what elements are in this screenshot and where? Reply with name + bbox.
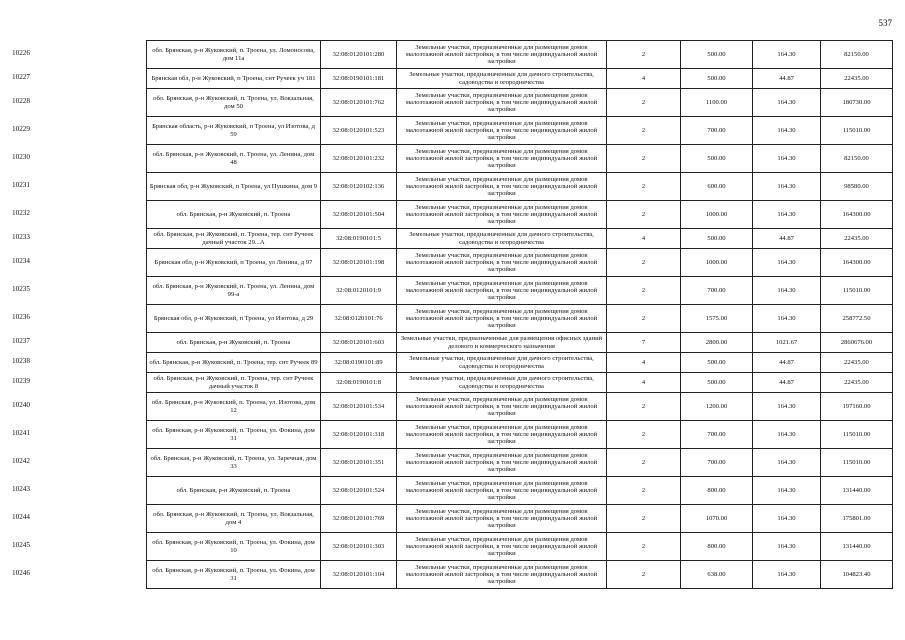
rate-cell: 164.30 bbox=[753, 249, 821, 277]
cadastral-number-cell: 32:08:0120101:318 bbox=[321, 421, 397, 449]
address-cell: обл. Брянская, р-н Жуковский, п. Троена, ул. Изотова, дом 12 bbox=[147, 393, 321, 421]
cadastral-number-cell: 32:08:0120101:534 bbox=[321, 393, 397, 421]
table-row bbox=[147, 201, 893, 229]
rate-cell: 164.30 bbox=[753, 277, 821, 305]
table-row bbox=[147, 305, 893, 333]
row-id: 10240 bbox=[12, 401, 30, 409]
area-cell: 700.00 bbox=[681, 449, 753, 477]
rate-cell: 164.30 bbox=[753, 201, 821, 229]
land-use-cell: Земельные участки, предназначенные для размещения домов малоэтажной жилой застройки, в том числе индивидуальной жилой застройки bbox=[397, 277, 607, 305]
area-cell: 1000.00 bbox=[681, 249, 753, 277]
row-id: 10246 bbox=[12, 569, 30, 577]
cadastral-number-cell: 32:08:0120101:762 bbox=[321, 89, 397, 117]
table-row bbox=[147, 229, 893, 249]
row-id: 10235 bbox=[12, 285, 30, 293]
group-cell: 2 bbox=[607, 533, 681, 561]
cadastral-value-cell: 22435.00 bbox=[821, 373, 893, 393]
cadastral-value-cell: 104823.40 bbox=[821, 561, 893, 589]
row-id: 10244 bbox=[12, 513, 30, 521]
group-cell: 2 bbox=[607, 117, 681, 145]
cadastral-value-cell: 131440.00 bbox=[821, 477, 893, 505]
cadastral-value-cell: 197160.00 bbox=[821, 393, 893, 421]
table-row bbox=[147, 277, 893, 305]
row-id: 10226 bbox=[12, 49, 30, 57]
address-cell: Брянская обл, р-н Жуковский, п Троена, снт Ручеек уч 181 bbox=[147, 69, 321, 89]
row-id: 10232 bbox=[12, 209, 30, 217]
group-cell: 2 bbox=[607, 449, 681, 477]
group-cell: 7 bbox=[607, 333, 681, 353]
table-row bbox=[147, 89, 893, 117]
group-cell: 2 bbox=[607, 421, 681, 449]
land-use-cell: Земельные участки, предназначенные для дачного строительства, садоводства и огородничества bbox=[397, 69, 607, 89]
address-cell: обл. Брянская, р-н Жуковский, п. Троена, тер. снт Ручеек дачный участок 8 bbox=[147, 373, 321, 393]
cadastral-value-cell: 115010.00 bbox=[821, 277, 893, 305]
rate-cell: 164.30 bbox=[753, 393, 821, 421]
table-row bbox=[147, 477, 893, 505]
address-cell: обл. Брянская, р-н Жуковский, п. Троена bbox=[147, 201, 321, 229]
table-row bbox=[147, 393, 893, 421]
cadastral-number-cell: 32:08:0120101:303 bbox=[321, 533, 397, 561]
table-row bbox=[147, 117, 893, 145]
rate-cell: 164.30 bbox=[753, 477, 821, 505]
group-cell: 4 bbox=[607, 229, 681, 249]
group-cell: 2 bbox=[607, 477, 681, 505]
address-cell: обл. Брянская, р-н Жуковский, п. Троена bbox=[147, 477, 321, 505]
land-use-cell: Земельные участки, предназначенные для размещения домов малоэтажной жилой застройки, в том числе индивидуальной жилой застройки bbox=[397, 201, 607, 229]
row-id: 10234 bbox=[12, 257, 30, 265]
address-cell: обл. Брянская, р-н Жуковский, п. Троена, тер. снт Ручеек 89 bbox=[147, 353, 321, 373]
land-use-cell: Земельные участки, предназначенные для размещения офисных зданий делового и коммерческого назначения bbox=[397, 333, 607, 353]
address-cell: обл. Брянская, р-н Жуковский, п. Троена, ул. Заречная, дом 33 bbox=[147, 449, 321, 477]
row-id: 10241 bbox=[12, 429, 30, 437]
table-row bbox=[147, 353, 893, 373]
cadastral-number-cell: 32:08:0120101:104 bbox=[321, 561, 397, 589]
table-row bbox=[147, 373, 893, 393]
address-cell: обл. Брянская, р-н Жуковский, п. Троена bbox=[147, 333, 321, 353]
rate-cell: 44.87 bbox=[753, 353, 821, 373]
group-cell: 2 bbox=[607, 201, 681, 229]
rate-cell: 164.30 bbox=[753, 305, 821, 333]
cadastral-value-cell: 164300.00 bbox=[821, 249, 893, 277]
cadastral-number-cell: 32:08:0120101:280 bbox=[321, 41, 397, 69]
row-id: 10227 bbox=[12, 73, 30, 81]
cadastral-value-cell: 22435.00 bbox=[821, 353, 893, 373]
page-number: 537 bbox=[878, 18, 892, 28]
cadastral-value-cell: 82150.00 bbox=[821, 145, 893, 173]
rate-cell: 164.30 bbox=[753, 561, 821, 589]
cadastral-number-cell: 32:08:0120101:523 bbox=[321, 117, 397, 145]
cadastral-value-cell: 2860676.00 bbox=[821, 333, 893, 353]
table-row bbox=[147, 561, 893, 589]
area-cell: 1100.00 bbox=[681, 89, 753, 117]
area-cell: 1200.00 bbox=[681, 393, 753, 421]
land-use-cell: Земельные участки, предназначенные для дачного строительства, садоводства и огородничества bbox=[397, 373, 607, 393]
area-cell: 800.00 bbox=[681, 533, 753, 561]
group-cell: 2 bbox=[607, 41, 681, 69]
area-cell: 500.00 bbox=[681, 41, 753, 69]
cadastral-value-cell: 22435.00 bbox=[821, 69, 893, 89]
row-id: 10242 bbox=[12, 457, 30, 465]
table-row bbox=[147, 333, 893, 353]
row-id: 10237 bbox=[12, 337, 30, 345]
address-cell: Брянская обл, р-н Жуковский, п Троена, ул Пушкина, дом 9 bbox=[147, 173, 321, 201]
cadastral-number-cell: 32:08:0190101:89 bbox=[321, 353, 397, 373]
address-cell: обл. Брянская, р-н Жуковский, п. Троена, тер. снт Ручеек дачный участок 29...А bbox=[147, 229, 321, 249]
address-cell: обл. Брянская, р-н Жуковский, п. Троена, ул. Вокзальная, дом 50 bbox=[147, 89, 321, 117]
cadastral-number-cell: 32:08:0120101:603 bbox=[321, 333, 397, 353]
group-cell: 2 bbox=[607, 173, 681, 201]
row-id: 10236 bbox=[12, 313, 30, 321]
cadastral-number-cell: 32:08:0120101:504 bbox=[321, 201, 397, 229]
land-use-cell: Земельные участки, предназначенные для размещения домов малоэтажной жилой застройки, в том числе индивидуальной жилой застройки bbox=[397, 421, 607, 449]
group-cell: 4 bbox=[607, 353, 681, 373]
registry-table bbox=[146, 40, 893, 589]
area-cell: 700.00 bbox=[681, 277, 753, 305]
table-row bbox=[147, 505, 893, 533]
land-use-cell: Земельные участки, предназначенные для размещения домов малоэтажной жилой застройки, в том числе индивидуальной жилой застройки bbox=[397, 173, 607, 201]
area-cell: 1000.00 bbox=[681, 201, 753, 229]
cadastral-value-cell: 180730.00 bbox=[821, 89, 893, 117]
cadastral-number-cell: 32:08:0190101:5 bbox=[321, 229, 397, 249]
land-use-cell: Земельные участки, предназначенные для размещения домов малоэтажной жилой застройки, в том числе индивидуальной жилой застройки bbox=[397, 505, 607, 533]
cadastral-value-cell: 164300.00 bbox=[821, 201, 893, 229]
land-use-cell: Земельные участки, предназначенные для размещения домов малоэтажной жилой застройки, в том числе индивидуальной жилой застройки bbox=[397, 305, 607, 333]
group-cell: 2 bbox=[607, 89, 681, 117]
cadastral-value-cell: 115010.00 bbox=[821, 449, 893, 477]
cadastral-value-cell: 258772.50 bbox=[821, 305, 893, 333]
cadastral-value-cell: 115010.00 bbox=[821, 117, 893, 145]
cadastral-number-cell: 32:08:0120101:76 bbox=[321, 305, 397, 333]
rate-cell: 164.30 bbox=[753, 449, 821, 477]
cadastral-value-cell: 175801.00 bbox=[821, 505, 893, 533]
land-use-cell: Земельные участки, предназначенные для дачного строительства, садоводства и огородничества bbox=[397, 353, 607, 373]
area-cell: 2800.00 bbox=[681, 333, 753, 353]
table-row bbox=[147, 69, 893, 89]
land-use-cell: Земельные участки, предназначенные для размещения домов малоэтажной жилой застройки, в том числе индивидуальной жилой застройки bbox=[397, 393, 607, 421]
rate-cell: 164.30 bbox=[753, 173, 821, 201]
cadastral-number-cell: 32:08:0120102:136 bbox=[321, 173, 397, 201]
land-use-cell: Земельные участки, предназначенные для размещения домов малоэтажной жилой застройки, в том числе индивидуальной жилой застройки bbox=[397, 89, 607, 117]
address-cell: обл. Брянская, р-н Жуковский, п. Троена, ул. Фокина, дом 10 bbox=[147, 533, 321, 561]
area-cell: 638.00 bbox=[681, 561, 753, 589]
row-id: 10239 bbox=[12, 377, 30, 385]
table-row bbox=[147, 533, 893, 561]
cadastral-number-cell: 32:08:0120101:232 bbox=[321, 145, 397, 173]
area-cell: 500.00 bbox=[681, 69, 753, 89]
rate-cell: 164.30 bbox=[753, 41, 821, 69]
address-cell: Брянская область, р-н Жуковский, п Троена, ул Изотова, д 59 bbox=[147, 117, 321, 145]
table-row bbox=[147, 449, 893, 477]
land-use-cell: Земельные участки, предназначенные для размещения домов малоэтажной жилой застройки, в том числе индивидуальной жилой застройки bbox=[397, 561, 607, 589]
cadastral-value-cell: 115010.00 bbox=[821, 421, 893, 449]
table-row bbox=[147, 249, 893, 277]
address-cell: обл. Брянская, р-н Жуковский, п. Троена, ул. Ленина, дом 99-а bbox=[147, 277, 321, 305]
land-use-cell: Земельные участки, предназначенные для размещения домов малоэтажной жилой застройки, в том числе индивидуальной жилой застройки bbox=[397, 117, 607, 145]
cadastral-number-cell: 32:08:0120101:769 bbox=[321, 505, 397, 533]
cadastral-number-cell: 32:08:0190101:181 bbox=[321, 69, 397, 89]
land-use-cell: Земельные участки, предназначенные для размещения домов малоэтажной жилой застройки, в том числе индивидуальной жилой застройки bbox=[397, 249, 607, 277]
area-cell: 1070.00 bbox=[681, 505, 753, 533]
group-cell: 2 bbox=[607, 561, 681, 589]
area-cell: 500.00 bbox=[681, 229, 753, 249]
area-cell: 600.00 bbox=[681, 173, 753, 201]
cadastral-number-cell: 32:08:0190101:8 bbox=[321, 373, 397, 393]
group-cell: 4 bbox=[607, 69, 681, 89]
rate-cell: 164.30 bbox=[753, 117, 821, 145]
row-id: 10228 bbox=[12, 97, 30, 105]
rate-cell: 164.30 bbox=[753, 505, 821, 533]
rate-cell: 44.87 bbox=[753, 69, 821, 89]
land-use-cell: Земельные участки, предназначенные для размещения домов малоэтажной жилой застройки, в том числе индивидуальной жилой застройки bbox=[397, 533, 607, 561]
row-id: 10243 bbox=[12, 485, 30, 493]
land-use-cell: Земельные участки, предназначенные для дачного строительства, садоводства и огородничества bbox=[397, 229, 607, 249]
group-cell: 4 bbox=[607, 373, 681, 393]
cadastral-number-cell: 32:08:0120101:524 bbox=[321, 477, 397, 505]
cadastral-value-cell: 131440.00 bbox=[821, 533, 893, 561]
cadastral-number-cell: 32:08:0120101:351 bbox=[321, 449, 397, 477]
rate-cell: 164.30 bbox=[753, 533, 821, 561]
row-id: 10245 bbox=[12, 541, 30, 549]
rate-cell: 44.87 bbox=[753, 229, 821, 249]
rate-cell: 164.30 bbox=[753, 421, 821, 449]
land-use-cell: Земельные участки, предназначенные для размещения домов малоэтажной жилой застройки, в том числе индивидуальной жилой застройки bbox=[397, 145, 607, 173]
rate-cell: 44.87 bbox=[753, 373, 821, 393]
cadastral-number-cell: 32:08:0120101:9 bbox=[321, 277, 397, 305]
table-row bbox=[147, 173, 893, 201]
area-cell: 700.00 bbox=[681, 421, 753, 449]
table-row bbox=[147, 145, 893, 173]
table-row bbox=[147, 41, 893, 69]
address-cell: обл. Брянская, р-н Жуковский, п. Троена, ул. Ломоносова, дом 11а bbox=[147, 41, 321, 69]
address-cell: Брянская обл, р-н Жуковский, п Троена, ул Ленина, д 97 bbox=[147, 249, 321, 277]
row-id: 10233 bbox=[12, 233, 30, 241]
address-cell: обл. Брянская, р-н Жуковский, п. Троена, ул. Фокина, дом 31 bbox=[147, 421, 321, 449]
cadastral-number-cell: 32:08:0120101:198 bbox=[321, 249, 397, 277]
row-id: 10230 bbox=[12, 153, 30, 161]
land-use-cell: Земельные участки, предназначенные для размещения домов малоэтажной жилой застройки, в том числе индивидуальной жилой застройки bbox=[397, 449, 607, 477]
rate-cell: 1021.67 bbox=[753, 333, 821, 353]
land-use-cell: Земельные участки, предназначенные для размещения домов малоэтажной жилой застройки, в том числе индивидуальной жилой застройки bbox=[397, 41, 607, 69]
row-id: 10231 bbox=[12, 181, 30, 189]
group-cell: 2 bbox=[607, 505, 681, 533]
area-cell: 500.00 bbox=[681, 145, 753, 173]
group-cell: 2 bbox=[607, 305, 681, 333]
table-row bbox=[147, 421, 893, 449]
address-cell: обл. Брянская, р-н Жуковский, п. Троена, ул. Вокзальная, дом 4 bbox=[147, 505, 321, 533]
group-cell: 2 bbox=[607, 249, 681, 277]
area-cell: 1575.00 bbox=[681, 305, 753, 333]
area-cell: 800.00 bbox=[681, 477, 753, 505]
rate-cell: 164.30 bbox=[753, 145, 821, 173]
rate-cell: 164.30 bbox=[753, 89, 821, 117]
address-cell: Брянская обл, р-н Жуковский, п Троена, ул Изотова, д 29 bbox=[147, 305, 321, 333]
cadastral-value-cell: 22435.00 bbox=[821, 229, 893, 249]
group-cell: 2 bbox=[607, 393, 681, 421]
area-cell: 500.00 bbox=[681, 373, 753, 393]
group-cell: 2 bbox=[607, 145, 681, 173]
address-cell: обл. Брянская, р-н Жуковский, п. Троена, ул. Фокина, дом 31 bbox=[147, 561, 321, 589]
group-cell: 2 bbox=[607, 277, 681, 305]
land-use-cell: Земельные участки, предназначенные для размещения домов малоэтажной жилой застройки, в том числе индивидуальной жилой застройки bbox=[397, 477, 607, 505]
cadastral-value-cell: 98580.00 bbox=[821, 173, 893, 201]
row-id: 10229 bbox=[12, 125, 30, 133]
area-cell: 500.00 bbox=[681, 353, 753, 373]
row-id: 10238 bbox=[12, 357, 30, 365]
cadastral-value-cell: 82150.00 bbox=[821, 41, 893, 69]
area-cell: 700.00 bbox=[681, 117, 753, 145]
address-cell: обл. Брянская, р-н Жуковский, п. Троена, ул. Ленина, дом 48 bbox=[147, 145, 321, 173]
